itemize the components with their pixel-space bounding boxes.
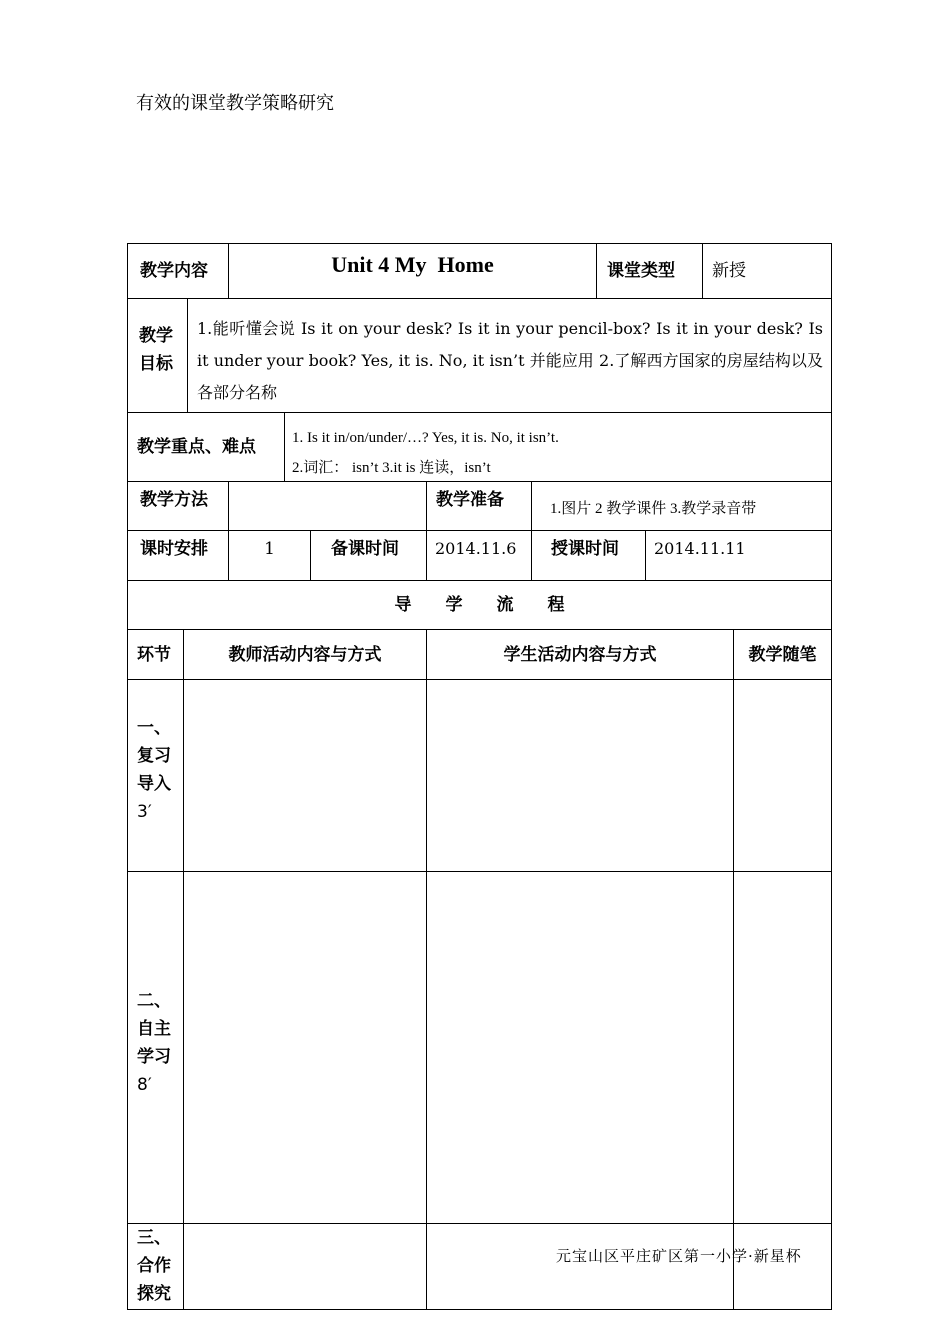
type-value-cell: [703, 244, 832, 299]
type-label-cell: [597, 244, 703, 299]
type-value: 新授: [712, 261, 746, 281]
hours-label-cell: [128, 531, 229, 581]
hours-value-cell: [229, 531, 311, 581]
goal-label-cell: [128, 299, 188, 413]
type-label: 课堂类型: [607, 261, 675, 281]
lesson-plan-table: [127, 243, 832, 1310]
hours-value: 1: [264, 539, 275, 559]
method-label-cell: [128, 482, 229, 531]
hours-label: 课时安排: [140, 539, 208, 559]
goal-label-line2: 目标: [139, 354, 173, 374]
goal-value: 1.能听懂会说 Is it on your desk? Is it in your pencil-box? Is it in your desk? Is it under your book? Yes, it is. No, it isn’t 并能应用 2.了解西方国家的房屋结构以及各部分名称: [197, 319, 823, 402]
column-header-teacher: 教师活动内容与方式: [184, 630, 427, 680]
key-label-cell: [128, 413, 285, 482]
teach-time-value: 2014.11.11: [654, 539, 746, 558]
column-header-stage: 环节: [128, 630, 184, 680]
content-label-cell: [128, 244, 229, 299]
key-line1: 1. Is it in/on/under/…? Yes, it is. No, it isn’t.: [292, 430, 559, 446]
stage-3-notes-cell: [734, 1224, 832, 1310]
stage-cell-3: 三、 合作 探究: [128, 1224, 184, 1310]
stage-1-notes-cell: [734, 680, 832, 872]
method-value-cell: [229, 482, 427, 531]
prep-time-label: 备课时间: [331, 539, 399, 559]
column-header-notes: 教学随笔: [734, 630, 832, 680]
content-value: Unit 4 My Home: [331, 252, 494, 277]
content-label: 教学内容: [140, 261, 208, 281]
stage-2-notes-cell: [734, 872, 832, 1224]
teach-time-label: 授课时间: [551, 539, 619, 559]
stage-2-student-cell: [427, 872, 734, 1224]
prep-time-label-cell: [311, 531, 427, 581]
content-value-cell: [229, 244, 597, 299]
flow-title: 导 学 流 程: [394, 595, 565, 615]
prep-label: 教学准备: [436, 490, 504, 510]
column-header-student: 学生活动内容与方式: [427, 630, 734, 680]
prep-value: 1.图片 2 教学课件 3.教学录音带: [550, 501, 757, 517]
goal-value-cell: [188, 299, 832, 413]
stage-cell-2: 二、 自主 学习 8′: [128, 872, 184, 1224]
page-footer: 元宝山区平庄矿区第一小学·新星杯: [556, 1247, 802, 1265]
prep-value-cell: [532, 482, 832, 531]
prep-time-value: 2014.11.6: [435, 539, 517, 558]
prep-label-cell: [427, 482, 532, 531]
teach-time-label-cell: [532, 531, 646, 581]
prep-time-value-cell: [427, 531, 532, 581]
goal-label-line1: 教学: [139, 326, 173, 346]
method-label: 教学方法: [140, 490, 208, 510]
stage-1-student-cell: [427, 680, 734, 872]
stage-2-teacher-cell: [184, 872, 427, 1224]
key-label: 教学重点、难点: [137, 437, 256, 457]
stage-cell-1: 一、 复习 导入 3′: [128, 680, 184, 872]
stage-3-teacher-cell: [184, 1224, 427, 1310]
page-header-title: 有效的课堂教学策略研究: [136, 93, 334, 114]
key-value-cell: [285, 413, 832, 482]
teach-time-value-cell: [646, 531, 832, 581]
stage-3-student-cell: [427, 1224, 734, 1310]
stage-1-teacher-cell: [184, 680, 427, 872]
key-line2: 2.词汇： isn’t 3.it is 连读，isn’t: [292, 460, 491, 476]
flow-title-cell: [128, 581, 832, 630]
